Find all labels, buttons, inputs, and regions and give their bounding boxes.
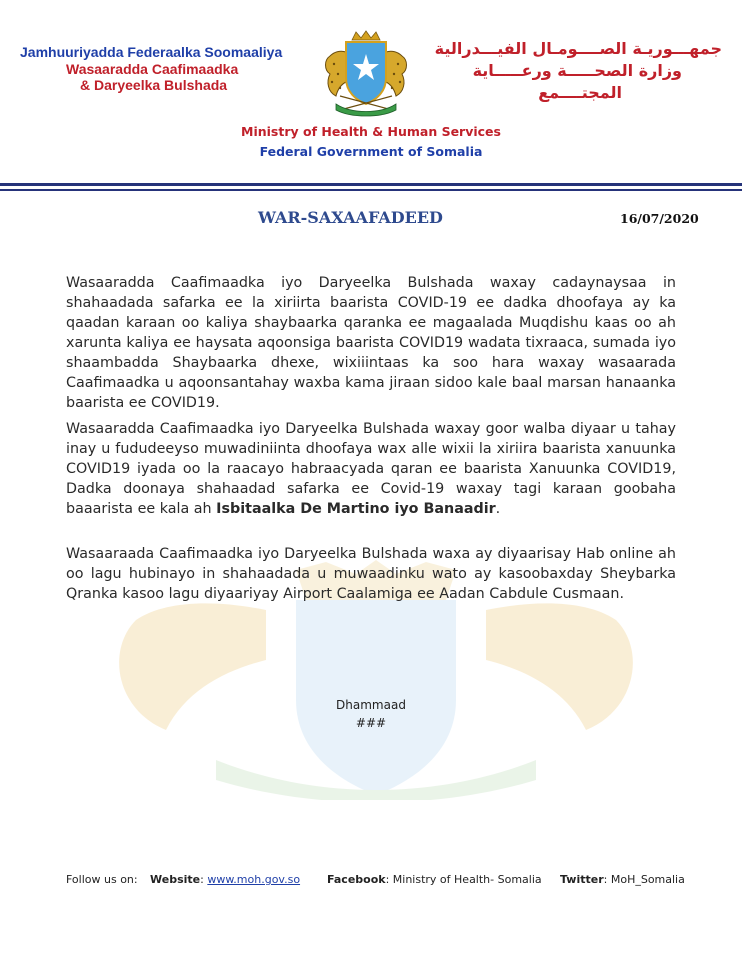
footer-follow-label: Follow us on: xyxy=(66,873,138,886)
header-republic-name: Jamhuuriyadda Federaalka Soomaaliya xyxy=(20,44,283,60)
header-right-block xyxy=(432,38,722,104)
paragraph-1: Wasaaradda Caafimaadka iyo Daryeelka Bulshada waxay cadaynaysaa in shahaadada safarka ee la xiriirta baarista COVID-19 ee dadka dhoofaya ay ka qaadan karaan oo kaliya shaybaarka qaranka ee magaalada Muqdishu kaas oo ah xarunta kaliya ee haysata aqoonsiga baarista COVID19 wadata tixraaca, sumada iyo shaambadda Shaybaarka dhexe, wixiiintaas ka soo hara waxay wasaarada Caafimaadka u aqoonsantahay waxba kama jiraan sidoo kale baal marsan hanaanka baarista ee COVID19. xyxy=(66,275,676,411)
government-english-name: Federal Government of Somalia xyxy=(259,144,483,159)
closing-block xyxy=(0,696,742,732)
paragraph-2-text: Wasaaradda Caafimaadka iyo Daryeelka Bulshada waxay goor walba diyaar u tahay inay u fududeeyso muwadiniinta dhoofaya wax alle wixii la xiriira baarista xanuunka COVID19 iyada oo la raacayo habraacyada qaran ee baarista Xanuunka COVID19, Dadka doonaya shahaadad safarka ee Covid-19 waxay tagi karaan goobaha baaarista ee kala ah xyxy=(66,421,676,517)
footer-facebook-label: Facebook xyxy=(327,873,386,886)
press-release-title: WAR-SAXAAFADEED xyxy=(258,208,443,227)
paragraph-2-end: . xyxy=(495,501,501,517)
footer-twitter xyxy=(560,873,685,886)
footer xyxy=(0,873,742,889)
footer-website-link[interactable]: www.moh.gov.so xyxy=(207,873,301,886)
header-left-block xyxy=(20,44,310,93)
header-divider-thin xyxy=(0,189,742,191)
footer-twitter-value: : MoH_Somalia xyxy=(603,873,685,886)
header-ministry-name: Wasaaradda Caafimaadka xyxy=(66,61,239,77)
testing-sites: Isbitaalka De Martino iyo Banaadir xyxy=(216,501,496,517)
press-release-date: 16/07/2020 xyxy=(620,211,699,226)
closing-marks: ### xyxy=(355,716,387,730)
closing-end: Dhammaad xyxy=(336,698,406,712)
ministry-heading xyxy=(0,122,742,162)
header-republic-name-arabic: جمهـــوريـة الصــــومـال الفيـــدرالية xyxy=(434,39,722,58)
footer-twitter-label: Twitter xyxy=(560,873,604,886)
footer-website xyxy=(150,873,300,886)
footer-facebook xyxy=(327,873,542,886)
header-ministry-name-2: & Daryeelka Bulshada xyxy=(80,77,228,93)
ministry-english-name: Ministry of Health & Human Services xyxy=(241,124,501,139)
footer-website-label: Website xyxy=(150,873,201,886)
footer-facebook-value: : Ministry of Health- Somalia xyxy=(385,873,542,886)
somalia-coat-of-arms-icon xyxy=(316,30,416,118)
paragraph-3: Wasaaraada Caafimaadka iyo Daryeelka Bulshada waxa ay diyaarisay Hab online ah oo lagu hubinayo in shahaadada u muwaadinku wato ay kasoobaxday Sheybarka Qranka kasoo lagu diyaariyay Airport Caalamiga ee Aadan Cabdule Cusmaan. xyxy=(66,546,676,602)
header-ministry-name-arabic: وزارة الصحـــــة ورعـــــاية xyxy=(472,61,682,80)
paragraph-2 xyxy=(66,419,676,519)
footer-website-sep: : xyxy=(200,873,208,886)
header-ministry-name-arabic-2: المجتــــمع xyxy=(538,83,622,102)
header-divider xyxy=(0,183,742,186)
